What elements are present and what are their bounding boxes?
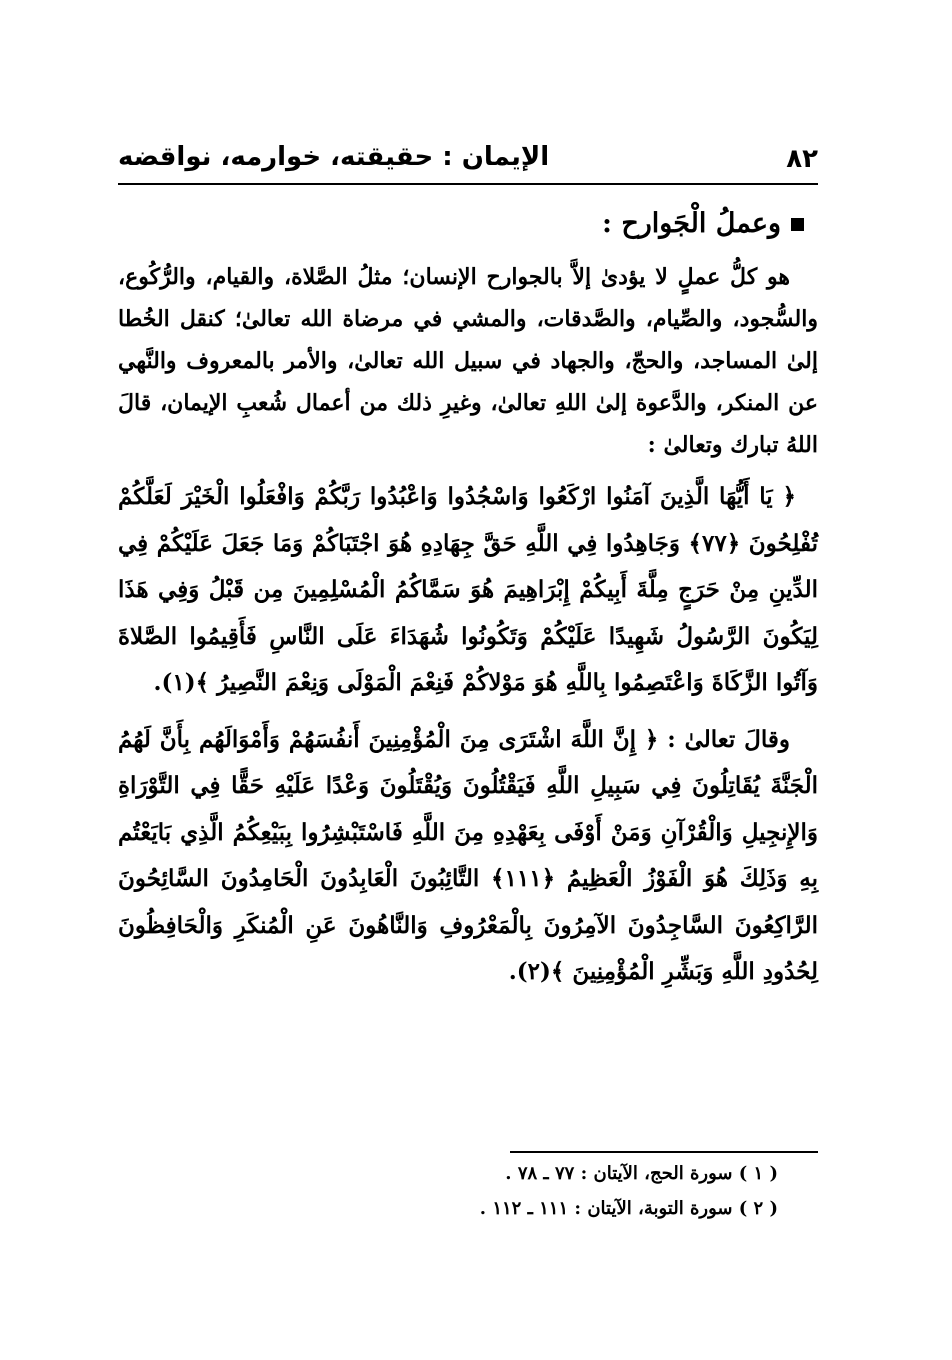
footnote-divider xyxy=(510,1151,818,1153)
body-paragraph: هو كلُّ عملٍ لا يؤدىٰ إلاَّ بالجوارح الإنسان؛ مثلُ الصَّلاة، والقيام، والرُّكُوع، والسُّجود، والصِّيام، والصَّدقات، والمشي في مرضاة الله تعالىٰ؛ كنقل الخُطا إلىٰ المساجد، والحجّ، والجهاد في سبيل الله تعالىٰ، والأمر بالمعروف والنَّهي عن المنكر، والدَّعوة إلىٰ اللهِ تعالىٰ، وغيرِ ذلك من أعمال شُعبِ الإيمان، قالَ اللهُ تبارك وتعالىٰ : xyxy=(118,264,818,458)
section-heading xyxy=(118,198,804,250)
footnote: ( ٢ ) سورة التوبة، الآيتان : ١١١ ـ ١١٢ . xyxy=(479,1198,778,1219)
quran-quote: وقالَ تعالىٰ : ﴿ إِنَّ اللَّهَ اشْتَرَى مِنَ الْمُؤْمِنِينَ أَنفُسَهُمْ وَأَمْوَالَهُم بِأَنَّ لَهُمُ الْجَنَّةَ يُقَاتِلُونَ فِي سَبِيلِ اللَّهِ فَيَقْتُلُونَ وَيُقْتَلُونَ وَعْدًا عَلَيْهِ حَقًّا فِي التَّوْرَاةِ وَالإِنجِيلِ وَالْقُرْآنِ وَمَنْ أَوْفَى بِعَهْدِهِ مِنَ اللَّهِ فَاسْتَبْشِرُوا بِبَيْعِكُمُ الَّذِي بَايَعْتُم بِهِ وَذَلِكَ هُوَ الْفَوْزُ الْعَظِيمُ ﴿١١١﴾ التَّائِبُونَ الْعَابِدُونَ الْحَامِدُونَ السَّائِحُونَ الرَّاكِعُونَ السَّاجِدُونَ الآمِرُونَ بِالْمَعْرُوفِ وَالنَّاهُونَ عَنِ الْمُنكَرِ وَالْحَافِظُونَ لِحُدُودِ اللَّهِ وَبَشِّرِ الْمُؤْمِنِينَ ﴾(٢). xyxy=(118,725,818,985)
footnote: ( ١ ) سورة الحج، الآيتان : ٧٧ ـ ٧٨ . xyxy=(505,1163,778,1184)
header-divider xyxy=(118,183,818,185)
quran-quote: ﴿ يَا أَيُّهَا الَّذِينَ آمَنُوا ارْكَعُوا وَاسْجُدُوا وَاعْبُدُوا رَبَّكُمْ وَافْعَلُوا الْخَيْرَ لَعَلَّكُمْ تُفْلِحُونَ ﴿٧٧﴾ وَجَاهِدُوا فِي اللَّهِ حَقَّ جِهَادِهِ هُوَ اجْتَبَاكُمْ وَمَا جَعَلَ عَلَيْكُمْ فِي الدِّينِ مِنْ حَرَجٍ مِلَّةَ أَبِيكُمْ إِبْرَاهِيمَ هُوَ سَمَّاكُمُ الْمُسْلِمِينَ مِن قَبْلُ وَفِي هَذَا لِيَكُونَ الرَّسُولُ شَهِيدًا عَلَيْكُمْ وَتَكُونُوا شُهَدَاءَ عَلَى النَّاسِ فَأَقِيمُوا الصَّلاةَ وَآتُوا الزَّكَاةَ وَاعْتَصِمُوا بِاللَّهِ هُوَ مَوْلاكُمْ فَنِعْمَ الْمَوْلَى وَنِعْمَ النَّصِيرُ ﴾(١). xyxy=(118,483,818,696)
page-header xyxy=(118,138,818,178)
section-heading-text: وعملُ الْجَوارح : xyxy=(601,208,781,239)
page-body xyxy=(118,198,818,996)
footnotes xyxy=(118,1156,778,1226)
square-bullet-icon xyxy=(791,218,804,231)
page-number: ٨٢ xyxy=(786,144,818,174)
running-title: الإيمان : حقيقته، خوارمه، نواقضه xyxy=(118,142,550,172)
